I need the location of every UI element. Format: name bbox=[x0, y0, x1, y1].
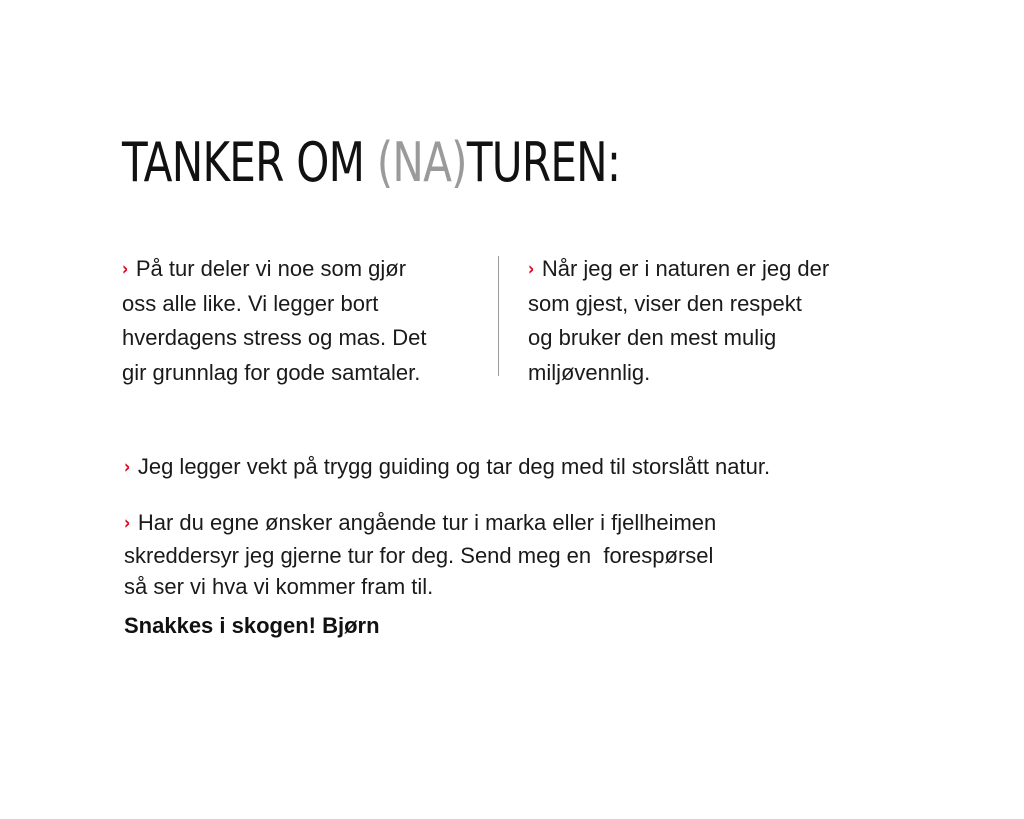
paragraph-request-line: skreddersyr jeg gjerne tur for deg. Send meg en forespørsel bbox=[124, 542, 714, 568]
column-right-line bbox=[528, 252, 829, 287]
column-left bbox=[122, 252, 426, 390]
title-part-turen: TUREN: bbox=[466, 131, 621, 194]
paragraph-guiding bbox=[124, 451, 770, 484]
column-left-line: hverdagens stress og mas. Det bbox=[122, 325, 427, 350]
paragraph-request bbox=[124, 507, 716, 603]
paragraph-request-line bbox=[124, 507, 716, 540]
column-left-line: oss alle like. Vi legger bort bbox=[122, 290, 379, 316]
chevron-right-icon: › bbox=[124, 456, 131, 478]
paragraph-guiding-line bbox=[124, 451, 770, 484]
title-part-tanker-om: TANKER OM bbox=[122, 131, 377, 194]
column-right-line: og bruker den mest mulig bbox=[528, 325, 777, 350]
signoff: Snakkes i skogen! Bjørn bbox=[124, 613, 380, 638]
column-left-line: gir grunnlag for gode samtaler. bbox=[122, 359, 421, 385]
column-right-text: Når jeg er i naturen er jeg der bbox=[541, 256, 830, 281]
chevron-right-icon: › bbox=[122, 258, 129, 280]
chevron-right-icon: › bbox=[528, 258, 535, 280]
chevron-right-icon: › bbox=[124, 512, 131, 534]
column-right-line: som gjest, viser den respekt bbox=[528, 290, 802, 316]
column-left-text: På tur deler vi noe som gjør bbox=[135, 256, 407, 281]
title-part-na: (NA) bbox=[376, 131, 467, 194]
paragraph-request-text: Har du egne ønsker angående tur i marka eller i fjellheimen bbox=[137, 510, 717, 535]
paragraph-request-line: så ser vi hva vi kommer fram til. bbox=[124, 574, 434, 599]
paragraph-guiding-text: Jeg legger vekt på trygg guiding og tar deg med til storslått natur. bbox=[137, 454, 771, 479]
column-divider bbox=[498, 256, 499, 376]
column-left-line bbox=[122, 252, 426, 287]
column-right bbox=[528, 252, 829, 390]
column-right-line: miljøvennlig. bbox=[528, 359, 651, 385]
page-title bbox=[122, 128, 620, 198]
